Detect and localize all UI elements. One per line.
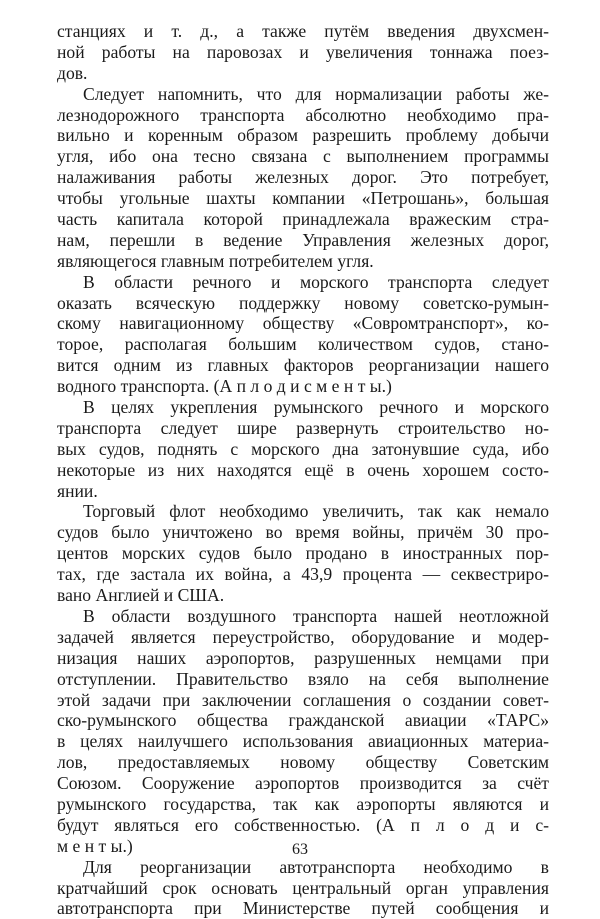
text-line: некоторые из них находятся ещё в очень хорошем состо- bbox=[57, 459, 549, 480]
text-line: в целях наилучшего использования авиационных материа- bbox=[57, 731, 549, 752]
text-line: будут являться его собственностью. (А п л о д и с- bbox=[57, 814, 549, 835]
text-line: дов. bbox=[57, 62, 88, 83]
text-line: Союзом. Сооружение аэропортов производится за счёт bbox=[57, 773, 549, 794]
text-line: скому навигационному обществу «Совромтранспорт», ко- bbox=[57, 313, 549, 334]
text-line: часть капитала которой принадлежала вражеским стра- bbox=[57, 209, 549, 230]
text-line: водного транспорта. (А п л о д и с м е н т ы.) bbox=[57, 376, 392, 397]
text-line: вильно и коренным образом разрешить проблему добычи bbox=[57, 125, 549, 146]
text-line: судов было уничтожено во время войны, причём 30 про- bbox=[57, 522, 549, 543]
text-line: нам, перешли в ведение Управления железных дорог, bbox=[57, 229, 549, 250]
text-line: являющегося главным потребителем угля. bbox=[57, 250, 374, 271]
paragraph bbox=[57, 857, 549, 919]
text-line: кратчайший срок основать центральный орган управления bbox=[57, 877, 549, 898]
text-line: центов морских судов было продано в иностранных пор- bbox=[57, 543, 549, 564]
text-line: лов, предоставляемых новому обществу Советским bbox=[57, 752, 549, 773]
paragraph bbox=[57, 21, 549, 84]
text-line: чтобы угольные шахты компании «Петрошань», большая bbox=[57, 188, 549, 209]
text-line: м е н т ы.) bbox=[57, 835, 133, 856]
text-line: янии. bbox=[57, 480, 98, 501]
text-line: станциях и т. д., а также путём введения двухсмен- bbox=[57, 21, 549, 41]
text-line: отступлении. Правительство взяло на себя выполнение bbox=[57, 668, 549, 689]
text-line: ной работы на паровозах и увеличения тоннажа поез- bbox=[57, 41, 549, 62]
text-line: этой задачи при заключении соглашения о создании совет- bbox=[57, 689, 549, 710]
text-line: низация наших аэропортов, разрушенных немцами при bbox=[57, 647, 549, 668]
text-line: В целях укрепления румынского речного и морского bbox=[83, 397, 549, 418]
text-line: румынского государства, так как аэропорты являются и bbox=[57, 793, 549, 814]
text-line: автотранспорта при Министерстве путей сообщения и bbox=[57, 898, 549, 919]
paragraph bbox=[57, 397, 549, 501]
page-number: 63 bbox=[292, 841, 308, 858]
text-line: вано Англией и США. bbox=[57, 585, 225, 606]
text-line: В области воздушного транспорта нашей неотложной bbox=[83, 605, 549, 626]
text-line: угля, ибо она тесно связана с выполнением программы bbox=[57, 146, 549, 167]
text-line: ско-румынского общества гражданской авиации «ТАРС» bbox=[57, 710, 549, 731]
text-line: вых судов, поднять с морского дна затонувшие суда, ибо bbox=[57, 438, 549, 459]
paragraph bbox=[57, 501, 549, 605]
text-line: Следует напомнить, что для нормализации работы же- bbox=[83, 83, 549, 104]
paragraph bbox=[57, 606, 549, 857]
text-line: транспорта следует шире развернуть строительство но- bbox=[57, 417, 549, 438]
text-line: Для реорганизации автотранспорта необходимо в bbox=[83, 856, 549, 877]
text-line: задачей является переустройство, оборудование и модер- bbox=[57, 626, 549, 647]
page-body bbox=[57, 21, 549, 919]
text-line: тах, где застала их война, а 43,9 процента — секвестриро- bbox=[57, 564, 549, 585]
text-line: В области речного и морского транспорта следует bbox=[83, 271, 549, 292]
paragraph bbox=[57, 84, 549, 272]
text-line: торое, располагая большим количеством судов, стано- bbox=[57, 334, 549, 355]
text-line: Торговый флот необходимо увеличить, так как немало bbox=[83, 501, 549, 522]
text-line: лезнодорожного транспорта абсолютно необходимо пра- bbox=[57, 104, 549, 125]
text-line: оказать всяческую поддержку новому советско-румын- bbox=[57, 292, 549, 313]
text-line: налаживания работы железных дорог. Это потребует, bbox=[57, 167, 549, 188]
text-line: вится одним из главных факторов реорганизации нашего bbox=[57, 355, 549, 376]
paragraph bbox=[57, 272, 549, 397]
